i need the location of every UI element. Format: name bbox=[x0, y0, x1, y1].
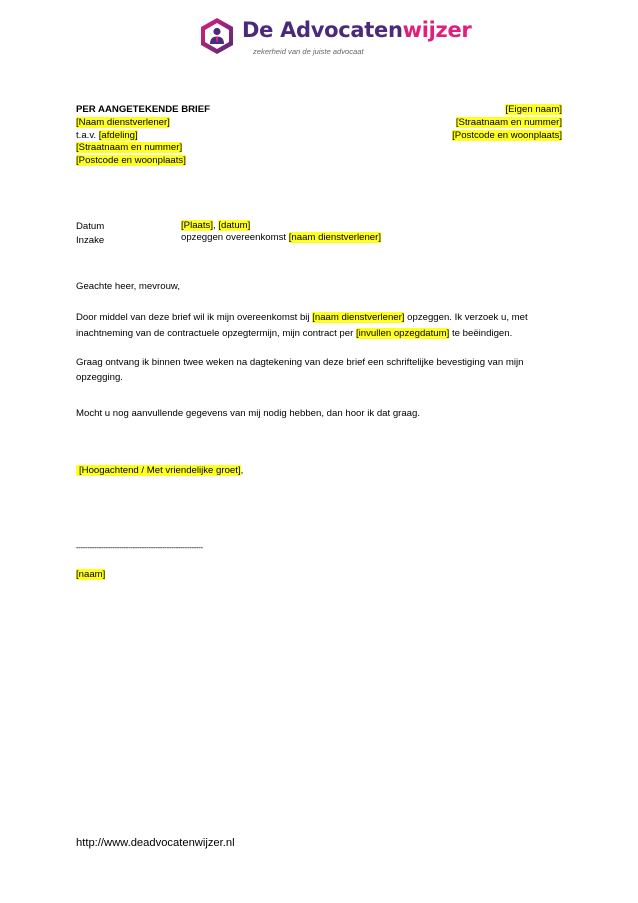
paragraph-3: Mocht u nog aanvullende gegevens van mij nodig hebben, dan hoor ik dat graag. bbox=[76, 408, 421, 419]
logo-wordmark bbox=[242, 17, 471, 43]
paragraph-1-line-2 bbox=[76, 325, 512, 342]
p1-text-c: inachtneming van de contractuele opzegtermijn, mijn contract per bbox=[76, 328, 356, 339]
lawyer-badge-icon bbox=[198, 17, 236, 55]
closing bbox=[76, 462, 243, 479]
p1-text-a: Door middel van deze brief wil ik mijn overeenkomst bij bbox=[76, 312, 313, 323]
signer-name-placeholder[interactable]: [naam] bbox=[76, 569, 106, 580]
inzake-value bbox=[181, 232, 381, 244]
logo-tagline: zekerheid van de juiste advocaat bbox=[253, 47, 364, 56]
recipient-department-placeholder[interactable]: [afdeling] bbox=[98, 129, 138, 141]
closing-placeholder[interactable]: [Hoogachtend / Met vriendelijke groet] bbox=[76, 465, 241, 476]
inzake-service-provider-placeholder[interactable]: [naam dienstverlener] bbox=[288, 232, 381, 243]
paragraph-2-line-2: opzegging. bbox=[76, 372, 123, 383]
datum-separator: , bbox=[213, 219, 219, 231]
logo-title-accent: wijzer bbox=[402, 18, 472, 42]
sender-name bbox=[505, 104, 562, 116]
recipient-street-placeholder[interactable]: [Straatnaam en nummer] bbox=[76, 142, 183, 153]
datum-label: Datum bbox=[76, 221, 105, 232]
recipient-street bbox=[76, 142, 182, 154]
datum-value bbox=[181, 220, 250, 232]
recipient-postcode-placeholder[interactable]: [Postcode en woonplaats] bbox=[76, 154, 186, 166]
p1-service-provider-placeholder[interactable]: [naam dienstverlener] bbox=[312, 312, 405, 323]
tav-prefix: t.a.v. bbox=[76, 129, 99, 141]
footer-url[interactable]: http://www.deadvocatenwijzer.nl bbox=[76, 837, 235, 849]
paragraph-2-line-1: Graag ontvang ik binnen twee weken na dagtekening van deze brief een schriftelijke bevestiging van mijn bbox=[76, 357, 524, 368]
p1-termination-date-placeholder[interactable]: [invullen opzegdatum] bbox=[355, 328, 450, 339]
sender-street bbox=[456, 117, 562, 129]
recipient-postcode bbox=[76, 155, 186, 167]
recipient-name bbox=[76, 117, 170, 129]
delivery-method: PER AANGETEKENDE BRIEF bbox=[76, 104, 210, 115]
inzake-text: opzeggen overeenkomst bbox=[181, 232, 289, 243]
place-placeholder[interactable]: [Plaats] bbox=[181, 219, 213, 231]
paragraph-1-line-1 bbox=[76, 309, 528, 326]
brand-logo[interactable] bbox=[198, 14, 472, 66]
recipient-name-placeholder[interactable]: [Naam dienstverlener] bbox=[76, 117, 170, 128]
recipient-attention bbox=[76, 130, 138, 142]
sender-postcode-placeholder[interactable]: [Postcode en woonplaats] bbox=[452, 129, 562, 141]
signature-line: -------------------------------------------------------- bbox=[76, 543, 203, 552]
p1-text-b: opzeggen. Ik verzoek u, met bbox=[404, 312, 528, 323]
p1-text-d: te beëindigen. bbox=[449, 328, 513, 339]
sender-postcode bbox=[452, 130, 562, 142]
signer-name bbox=[76, 566, 105, 583]
closing-comma: , bbox=[240, 465, 244, 476]
sender-name-placeholder[interactable]: [Eigen naam] bbox=[505, 104, 562, 115]
logo-title-main: De Advocaten bbox=[242, 18, 403, 42]
sender-street-placeholder[interactable]: [Straatnaam en nummer] bbox=[455, 117, 562, 128]
date-placeholder[interactable]: [datum] bbox=[218, 219, 251, 231]
inzake-label: Inzake bbox=[76, 235, 105, 246]
salutation: Geachte heer, mevrouw, bbox=[76, 281, 180, 292]
